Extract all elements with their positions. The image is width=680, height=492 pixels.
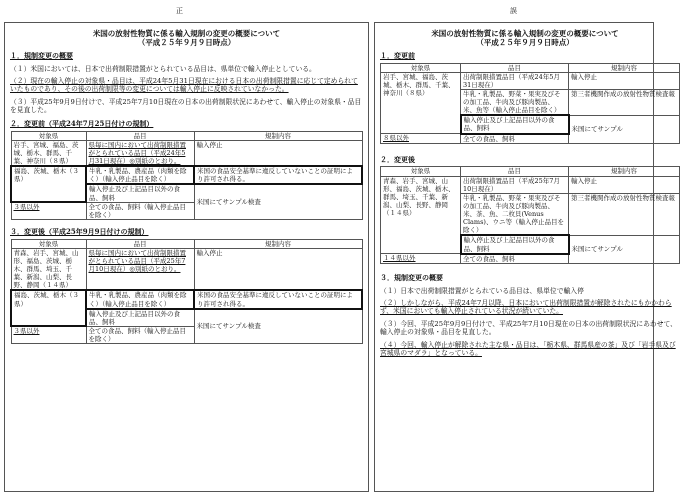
right-paragraph-1: （１）日本で出荷制限措置がとられている品目は、県単位で輸入停 bbox=[380, 286, 584, 295]
table-cell: 輸入停止 bbox=[194, 248, 362, 290]
table-cell: １４県以外 bbox=[381, 254, 461, 264]
right-before-table bbox=[380, 63, 680, 144]
col-header-item: 品目 bbox=[461, 167, 569, 176]
left-paragraph-1: （１）米国においては、日本で出荷制限措置がとられている品目は、県単位で輸入停止としている。 bbox=[10, 64, 316, 73]
table-cell: 青森、岩手、宮城、山形、福島、茨城、栃木、群馬、埼玉、千葉、新潟、山梨、長野、静岡（１４県） bbox=[381, 176, 461, 254]
table-cell: 輸入停止及び上記品目以外の食品、飼料 bbox=[461, 115, 569, 133]
table-cell: 牛乳・乳製品、農産品（肉類を除く）（輸入停止品目を除く） bbox=[86, 166, 194, 184]
table-cell: 米国にてサンプル bbox=[569, 115, 680, 143]
col-header-item: 品目 bbox=[461, 63, 569, 72]
table-cell: 牛乳・乳製品、野菜・果実及びその加工品、牛肉及び豚肉製品、米、茶、魚、二枚貝(Venus Clams)、ウニ等（輸入停止品目を除く） bbox=[461, 193, 569, 235]
col-header-prefecture: 対象県 bbox=[11, 131, 86, 140]
table-cell: ８県以外 bbox=[381, 134, 461, 144]
col-header-rule: 規制内容 bbox=[569, 167, 680, 176]
table-cell: 全ての食品、飼料（輸入停止品目を除く） bbox=[86, 202, 194, 219]
table-cell: 出荷制限措置品目（平成25年7月10日現在） bbox=[461, 176, 569, 193]
right-section-1-heading: １．変更前 bbox=[380, 50, 415, 60]
table-cell: 全ての食品、飼料 bbox=[461, 254, 569, 264]
table-cell: ３県以外 bbox=[11, 202, 86, 219]
table-cell: 第三者機関作成の放射性物質検査報 bbox=[569, 89, 680, 115]
table-cell: 牛乳・乳製品、農産品（肉類を除く）（輸入停止品目を除く） bbox=[86, 290, 194, 308]
right-section-2-heading: ２．変更後 bbox=[380, 154, 415, 164]
table-cell: 青森、岩手、宮城、山形、福島、茨城、栃木、群馬、埼玉、千葉、新潟、山梨、長野、静岡（１４県） bbox=[11, 248, 86, 290]
table-cell: 岩手、宮城、福島、茨城、栃木、群馬、千葉、神奈川（８県） bbox=[381, 72, 461, 133]
col-header-prefecture: 対象県 bbox=[381, 63, 461, 72]
left-before-table bbox=[10, 131, 363, 220]
left-section-3-heading: ３．変更後（平成25年9月9日付けの規制） bbox=[10, 226, 149, 236]
col-header-prefecture: 対象県 bbox=[11, 239, 86, 248]
left-paragraph-2: （２）現在の輸入停止の対象県・品目は、平成24年5月31日現在における日本の出荷制限措置に応じて定められていたものであり、その後の出荷制限等の変更については輸入停止に反映されていなかった。 bbox=[10, 76, 358, 94]
table-cell: 輸入停止及び上記品目以外の食品、飼料 bbox=[461, 235, 569, 253]
left-paragraph-3: （３）平成25年9月9日付けで、平成25年7月10日現在の日本の出荷制限状況にあわせて、輸入停止の対象県・品目を見直した。 bbox=[10, 97, 362, 115]
table-cell: 輸入停止 bbox=[194, 140, 362, 166]
table-cell: 出荷制限措置品目（平成24年5月31日現在） bbox=[461, 72, 569, 89]
col-header-item: 品目 bbox=[86, 131, 194, 140]
header-correct: 正 bbox=[176, 7, 183, 15]
table-cell: 輸入停止及び上記品目以外の食品、飼料 bbox=[86, 309, 194, 327]
table-cell: 輸入停止 bbox=[569, 72, 680, 89]
right-page bbox=[374, 22, 677, 492]
doc-title: 米国の放射性物質に係る輸入規制の変更の概要について bbox=[92, 29, 281, 38]
table-cell: 第三者機関作成の放射性物質検査報 bbox=[569, 193, 680, 235]
table-cell: 輸入停止 bbox=[569, 176, 680, 193]
table-cell: 全ての食品、飼料（輸入停止品目を除く） bbox=[86, 326, 194, 343]
header-incorrect: 誤 bbox=[510, 7, 517, 15]
table-cell: 米国の食品安全基準に違反していないことの証明により許可され得る。 bbox=[194, 166, 362, 184]
doc-date: （平成２５年９月９日時点） bbox=[137, 38, 236, 48]
table-cell: 福島、茨城、栃木（３県） bbox=[11, 166, 86, 202]
col-header-rule: 規制内容 bbox=[194, 239, 362, 248]
col-header-item: 品目 bbox=[86, 239, 194, 248]
left-after-table bbox=[10, 239, 363, 345]
left-page bbox=[4, 22, 369, 492]
left-section-1-heading: １．規制変更の概要 bbox=[10, 50, 73, 60]
table-cell: 福島、茨城、栃木（３県） bbox=[11, 290, 86, 326]
table-cell: 牛乳・乳製品、野菜・果実及びその加工品、牛肉及び豚肉製品、米、魚等（輸入停止品目を除く） bbox=[461, 89, 569, 115]
doc-title: 米国の放射性物質に係る輸入規制の変更の概要について bbox=[431, 29, 619, 38]
table-cell: 輸入停止及び上記品目以外の食品、飼料 bbox=[86, 184, 194, 202]
right-paragraph-2: （２）しかしながら、平成24年7月以降、日本において出荷制限措置が解除されたにもかかわらず、米国においても輸入停止されている状況が続いていた。 bbox=[380, 298, 672, 316]
table-cell: 米国の食品安全基準に違反していないことの証明により許可され得る。 bbox=[194, 290, 362, 308]
table-cell: 県毎に国内において出荷制限措置がとられている品目（平成25年7月10日現在）◎別紙のとおり。 bbox=[86, 248, 194, 290]
table-cell: 全ての食品、飼料 bbox=[461, 134, 569, 144]
right-paragraph-3: （３）今回、平成25年9月9日付けで、平成25年7月10日現在の日本の出荷制限状況にあわせて、輸入停止の対象県・品目を見直した。 bbox=[380, 319, 677, 337]
table-cell: 県毎に国内において出荷制限措置がとられている品目（平成24年5月31日現在）◎別紙のとおり。 bbox=[86, 140, 194, 166]
right-after-table bbox=[380, 166, 680, 263]
table-cell: ３県以外 bbox=[11, 326, 86, 343]
col-header-rule: 規制内容 bbox=[569, 63, 680, 72]
table-cell: 岩手、宮城、福島、茨城、栃木、群馬、千葉、神奈川（８県） bbox=[11, 140, 86, 166]
left-section-2-heading: ２．変更前（平成24年7月25日付けの規制） bbox=[10, 118, 154, 128]
col-header-rule: 規制内容 bbox=[194, 131, 362, 140]
table-cell: 米国にてサンプル検査 bbox=[194, 184, 362, 219]
table-cell: 米国にてサンプル検査 bbox=[194, 309, 362, 344]
table-cell: 米国にてサンプル bbox=[569, 235, 680, 263]
doc-date: （平成２５年９月９日時点） bbox=[476, 38, 574, 48]
right-paragraph-4: （４）今回、輸入停止が解除された主な県・品目は、「栃木県、群馬県産の茶」及び「岩手県及び宮城県のマダラ」となっている。 bbox=[380, 340, 676, 358]
right-section-3-heading: ３．規制変更の概要 bbox=[380, 272, 443, 282]
col-header-prefecture: 対象県 bbox=[381, 167, 461, 176]
